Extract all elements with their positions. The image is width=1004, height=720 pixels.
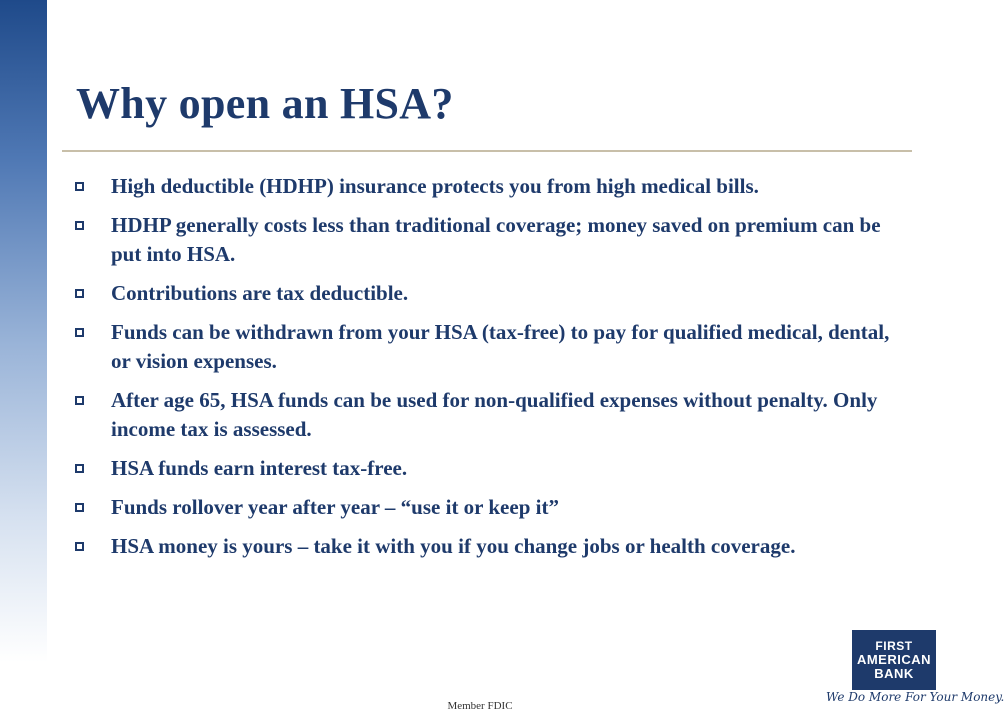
bullet-item: [72, 386, 902, 444]
bullet-text: HDHP generally costs less than traditional coverage; money saved on premium can be put into HSA.: [111, 213, 881, 266]
square-bullet-icon: [75, 289, 84, 298]
bullet-item: [72, 532, 902, 561]
bullet-item: [72, 279, 902, 308]
bullet-item: [72, 454, 902, 483]
bullet-text: High deductible (HDHP) insurance protects you from high medical bills.: [111, 174, 759, 198]
square-bullet-icon: [75, 503, 84, 512]
title-divider: [62, 150, 912, 152]
bullet-text: HSA money is yours – take it with you if you change jobs or health coverage.: [111, 534, 796, 558]
slide-title: Why open an HSA?: [76, 79, 454, 128]
bullet-text: HSA funds earn interest tax-free.: [111, 456, 408, 480]
left-gradient-bar: [0, 0, 47, 720]
bullet-item: [72, 172, 902, 201]
bullet-item: [72, 318, 902, 376]
bullet-text: Funds rollover year after year – “use it or keep it”: [111, 495, 559, 519]
bank-logo: [852, 630, 936, 690]
square-bullet-icon: [75, 328, 84, 337]
square-bullet-icon: [75, 464, 84, 473]
logo-line-american: AMERICAN: [856, 652, 932, 667]
square-bullet-icon: [75, 221, 84, 230]
bullet-text: Contributions are tax deductible.: [111, 281, 409, 305]
bullet-list: [72, 172, 902, 571]
square-bullet-icon: [75, 542, 84, 551]
square-bullet-icon: [75, 396, 84, 405]
bullet-text: After age 65, HSA funds can be used for non-qualified expenses without penalty. Only income tax is assessed.: [111, 388, 878, 441]
square-bullet-icon: [75, 182, 84, 191]
bullet-item: [72, 211, 902, 269]
logo-tagline: We Do More For Your Money.: [826, 690, 1004, 704]
logo-line-first: FIRST: [875, 639, 913, 653]
bullet-text: Funds can be withdrawn from your HSA (tax-free) to pay for qualified medical, dental, or vision expenses.: [111, 320, 890, 373]
bullet-item: [72, 493, 902, 522]
logo-line-bank: BANK: [874, 666, 914, 681]
member-fdic-note: Member FDIC: [447, 700, 513, 712]
